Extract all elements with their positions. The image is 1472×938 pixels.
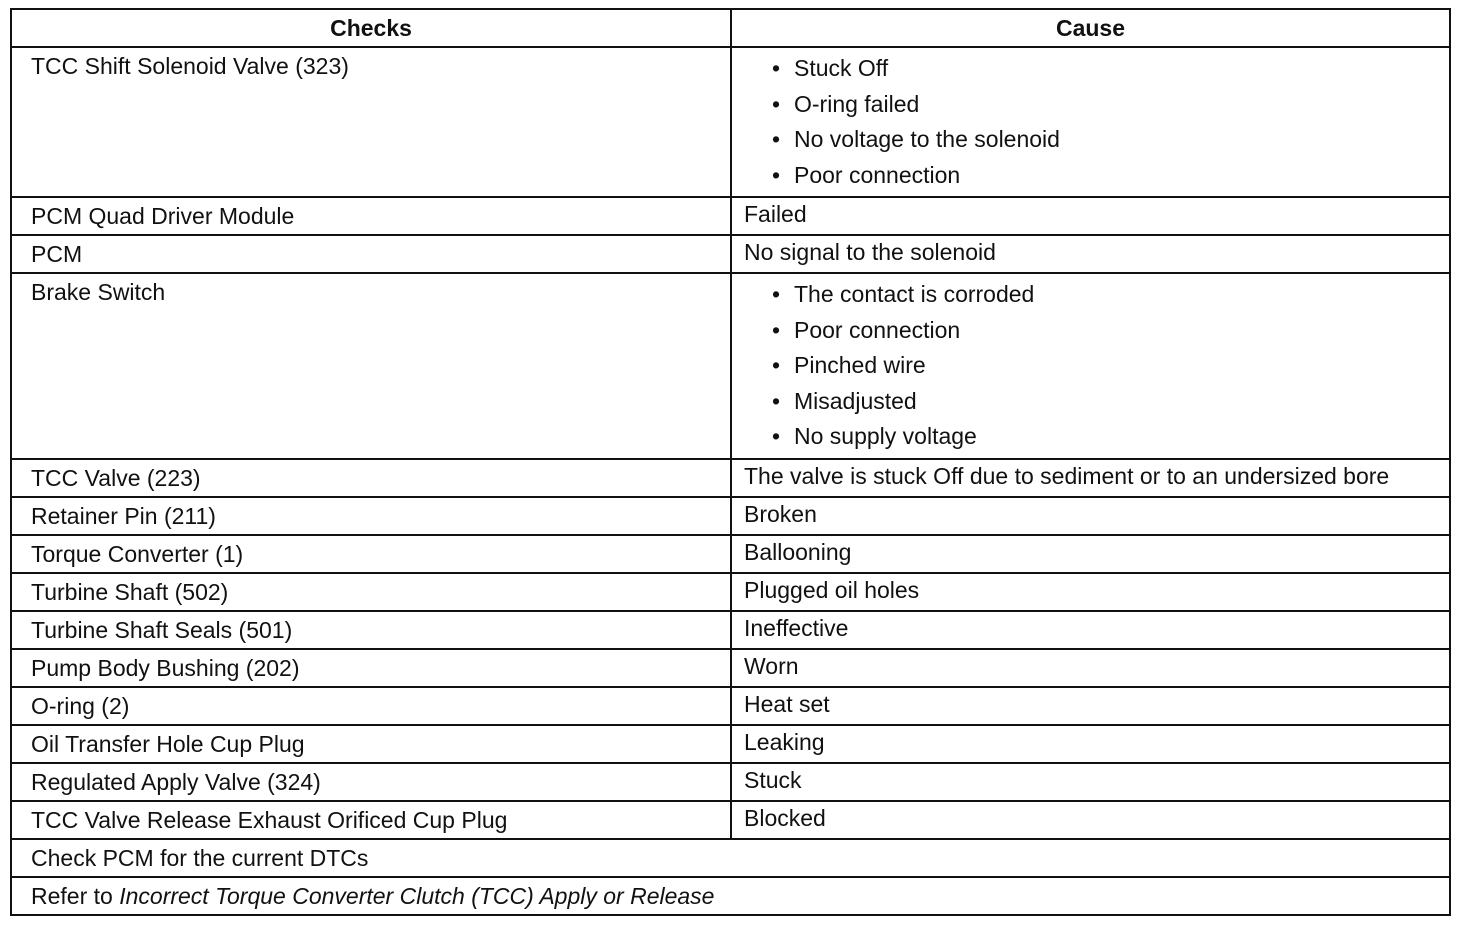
cause-cell: Broken <box>731 497 1450 535</box>
cause-list-item: • No supply voltage <box>772 419 1441 455</box>
table-row <box>11 687 1450 725</box>
check-cell: PCM <box>11 235 731 273</box>
dtc-note: Check PCM for the current DTCs <box>11 839 1450 877</box>
check-cell: Pump Body Bushing (202) <box>11 649 731 687</box>
cause-cell: Ineffective <box>731 611 1450 649</box>
cause-cell: No signal to the solenoid <box>731 235 1450 273</box>
cause-cell: Worn <box>731 649 1450 687</box>
cause-cell: Heat set <box>731 687 1450 725</box>
check-cell: Oil Transfer Hole Cup Plug <box>11 725 731 763</box>
table-row <box>11 273 1450 459</box>
dtc-note-row <box>11 839 1450 877</box>
table-row <box>11 573 1450 611</box>
refer-link[interactable]: Incorrect Torque Converter Clutch (TCC) Apply or Release <box>119 882 715 909</box>
table-header-row <box>11 9 1450 47</box>
cause-list-item: • No voltage to the solenoid <box>772 122 1441 158</box>
cause-list-item: • The contact is corroded <box>772 277 1441 313</box>
diagnostic-table-container <box>10 8 1449 916</box>
table-row <box>11 763 1450 801</box>
check-cell: PCM Quad Driver Module <box>11 197 731 235</box>
diagnostic-table <box>10 8 1451 916</box>
refer-note <box>11 877 1450 915</box>
check-cell: Retainer Pin (211) <box>11 497 731 535</box>
table-row <box>11 235 1450 273</box>
table-row <box>11 649 1450 687</box>
cause-list-item: • O-ring failed <box>772 87 1441 123</box>
cause-cell: Plugged oil holes <box>731 573 1450 611</box>
table-row <box>11 497 1450 535</box>
cause-cell <box>731 47 1450 197</box>
cause-list-item: • Stuck Off <box>772 51 1441 87</box>
check-cell: O-ring (2) <box>11 687 731 725</box>
cause-column-header: Cause <box>731 9 1450 47</box>
cause-list-item: • Pinched wire <box>772 348 1441 384</box>
cause-list-item: • Poor connection <box>772 158 1441 194</box>
cause-list <box>744 277 1441 455</box>
table-row <box>11 725 1450 763</box>
cause-cell: Failed <box>731 197 1450 235</box>
table-row <box>11 611 1450 649</box>
table-row <box>11 47 1450 197</box>
refer-row <box>11 877 1450 915</box>
check-cell: Brake Switch <box>11 273 731 459</box>
cause-cell: Ballooning <box>731 535 1450 573</box>
check-cell: Regulated Apply Valve (324) <box>11 763 731 801</box>
cause-cell: Stuck <box>731 763 1450 801</box>
table-row <box>11 801 1450 839</box>
check-cell: TCC Shift Solenoid Valve (323) <box>11 47 731 197</box>
cause-cell <box>731 273 1450 459</box>
table-row <box>11 459 1450 497</box>
cause-list-item: • Poor connection <box>772 313 1441 349</box>
cause-cell: The valve is stuck Off due to sediment or to an undersized bore <box>731 459 1450 497</box>
check-cell: TCC Valve Release Exhaust Orificed Cup Plug <box>11 801 731 839</box>
check-cell: TCC Valve (223) <box>11 459 731 497</box>
check-cell: Torque Converter (1) <box>11 535 731 573</box>
refer-prefix: Refer to <box>31 882 120 909</box>
cause-cell: Blocked <box>731 801 1450 839</box>
table-row <box>11 535 1450 573</box>
cause-list <box>744 51 1441 193</box>
cause-cell: Leaking <box>731 725 1450 763</box>
table-row <box>11 197 1450 235</box>
checks-column-header: Checks <box>11 9 731 47</box>
cause-list-item: • Misadjusted <box>772 384 1441 420</box>
check-cell: Turbine Shaft (502) <box>11 573 731 611</box>
check-cell: Turbine Shaft Seals (501) <box>11 611 731 649</box>
